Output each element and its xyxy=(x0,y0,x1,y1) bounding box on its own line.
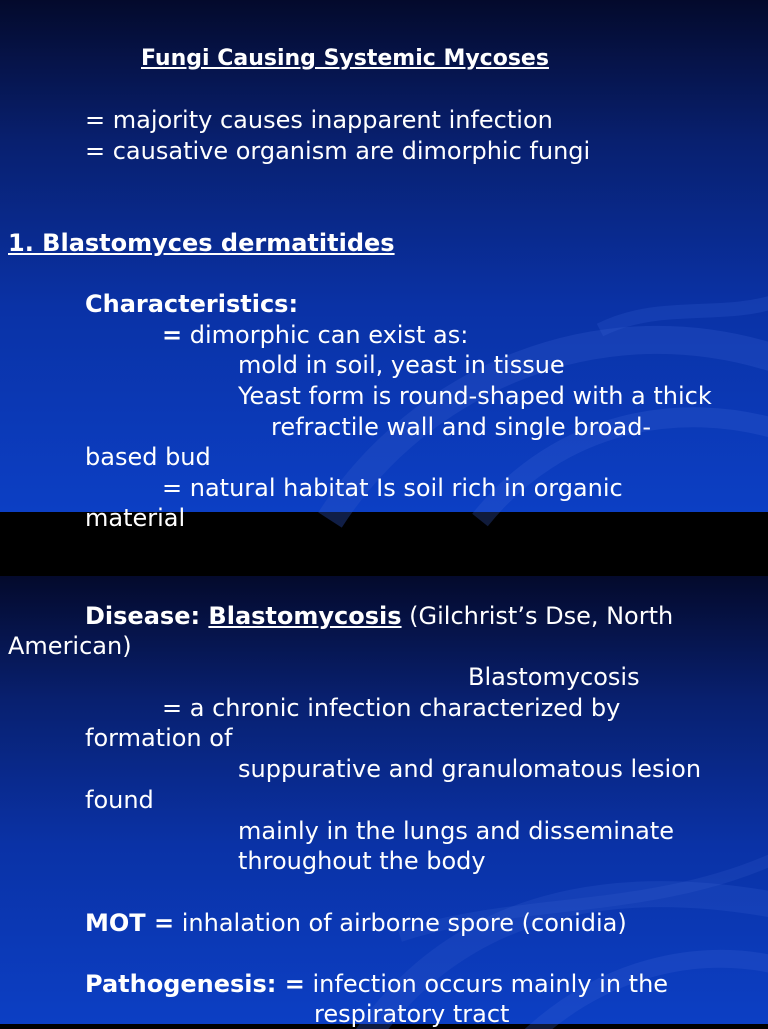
pathogenesis-text: infection occurs mainly in the xyxy=(304,970,669,998)
yeast-form-line-3: based bud xyxy=(85,443,211,471)
disease-line xyxy=(85,601,673,631)
disease-label: Disease: xyxy=(85,602,209,630)
chronic-line-2: formation of xyxy=(85,724,233,752)
chronic-line-5: mainly in the lungs and disseminate xyxy=(238,817,675,845)
pathogenesis-label: Pathogenesis: = xyxy=(85,970,305,998)
slide-title: Fungi Causing Systemic Mycoses xyxy=(141,46,549,71)
intro-line-1: = majority causes inapparent infection xyxy=(85,106,553,134)
characteristics-label: Characteristics: xyxy=(85,290,299,318)
chronic-line-6: throughout the body xyxy=(238,847,486,875)
disease-repeat: Blastomycosis xyxy=(468,663,640,691)
yeast-form-line-1: Yeast form is round-shaped with a thick xyxy=(238,382,712,410)
yeast-form-line-2: refractile wall and single broad- xyxy=(271,413,652,441)
dimorphic-text: dimorphic can exist as: xyxy=(182,321,469,349)
mot-label: MOT = xyxy=(85,909,175,937)
pathogenesis-line-2: respiratory tract xyxy=(314,1000,510,1028)
mold-yeast-line: mold in soil, yeast in tissue xyxy=(238,351,565,379)
mot-line xyxy=(85,908,627,938)
dimorphic-equals: = xyxy=(162,321,183,349)
slide-divider xyxy=(0,560,768,576)
pathogenesis-line xyxy=(85,969,668,999)
intro-line-2: = causative organism are dimorphic fungi xyxy=(85,137,591,165)
chronic-line-3: suppurative and granulomatous lesion xyxy=(238,755,702,783)
disease-aka: (Gilchrist’s Dse, North xyxy=(401,602,674,630)
mot-text: inhalation of airborne spore (conidia) xyxy=(174,909,627,937)
disease-name: Blastomycosis xyxy=(208,602,402,630)
slide-2 xyxy=(0,576,768,1028)
section-heading: 1. Blastomyces dermatitides xyxy=(8,229,395,257)
dimorphic-line xyxy=(162,320,468,350)
habitat-line-2: material xyxy=(85,504,186,532)
habitat-line-1: = natural habitat Is soil rich in organic xyxy=(162,474,623,502)
chronic-line-4: found xyxy=(85,786,154,814)
disease-aka-line-2: American) xyxy=(8,632,132,660)
chronic-line-1: = a chronic infection characterized by xyxy=(162,694,621,722)
